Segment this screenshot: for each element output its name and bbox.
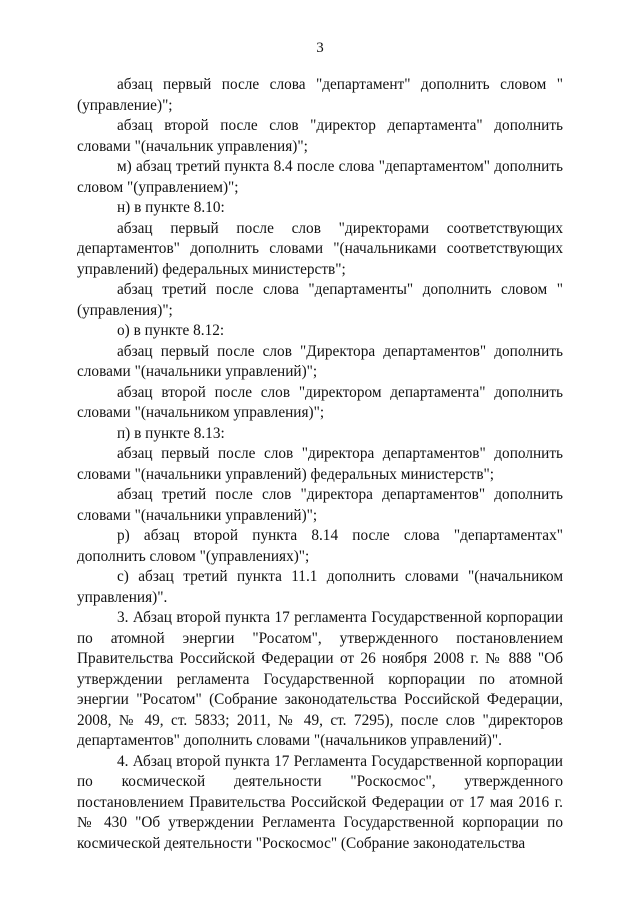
paragraph: абзац третий после слов "директора департаментов" дополнить словами "(начальники управлений)"; (77, 486, 563, 524)
document-body (77, 75, 563, 854)
paragraph: р) абзац второй пункта 8.14 после слова "департаментах" дополнить словом "(управлениях)"; (77, 527, 563, 565)
paragraph: 4. Абзац второй пункта 17 Регламента Государственной корпорации по космической деятельности "Роскосмос", утвержденного постановлением Правительства Российской Федерации от 17 мая 2016 г. № 430 "Об утверждении Регламента Государственной корпорации по космической деятельности "Роскосмос" (Собрание законодательства (77, 752, 563, 852)
paragraph: с) абзац третий пункта 11.1 дополнить словами "(начальником управления)". (77, 568, 563, 606)
paragraph: абзац третий после слова "департаменты" дополнить словом "(управления)"; (77, 281, 563, 319)
paragraph: м) абзац третий пункта 8.4 после слова "департаментом" дополнить словом "(управлением)"; (77, 158, 563, 196)
paragraph: абзац первый после слова "департамент" дополнить словом "(управление)"; (77, 76, 563, 114)
paragraph: абзац первый после слов "Директора департаментов" дополнить словами "(начальники управлений)"; (77, 342, 563, 380)
paragraph: н) в пункте 8.10: (117, 199, 225, 216)
paragraph: п) в пункте 8.13: (117, 424, 225, 442)
paragraph: 3. Абзац второй пункта 17 регламента Государственной корпорации по атомной энергии "Росатом", утвержденного постановлением Правительства Российской Федерации от 26 ноября 2008 г. № 888 "Об утверждении регламента Государственной корпорации по атомной энергии "Росатом" (Собрание законодательства Российской Федерации, 2008, № 49, ст. 5833; 2011, № 49, ст. 7295), после слов "директоров департаментов" дополнить словами "(начальников управлений)". (77, 609, 563, 749)
paragraph: абзац второй после слов "директор департамента" дополнить словами "(начальник управления)"; (77, 117, 563, 155)
paragraph: о) в пункте 8.12: (117, 322, 225, 339)
paragraph: абзац первый после слов "директорами соответствующих департаментов" дополнить словами "(начальниками соответствующих управлений) федеральных министерств"; (77, 219, 563, 278)
paragraph: абзац первый после слов "директора департаментов" дополнить словами "(начальники управлений) федеральных министерств"; (77, 445, 563, 483)
paragraph: абзац второй после слов "директором департамента" дополнить словами "(начальником управления)"; (77, 383, 563, 421)
page-number: 3 (316, 40, 324, 56)
